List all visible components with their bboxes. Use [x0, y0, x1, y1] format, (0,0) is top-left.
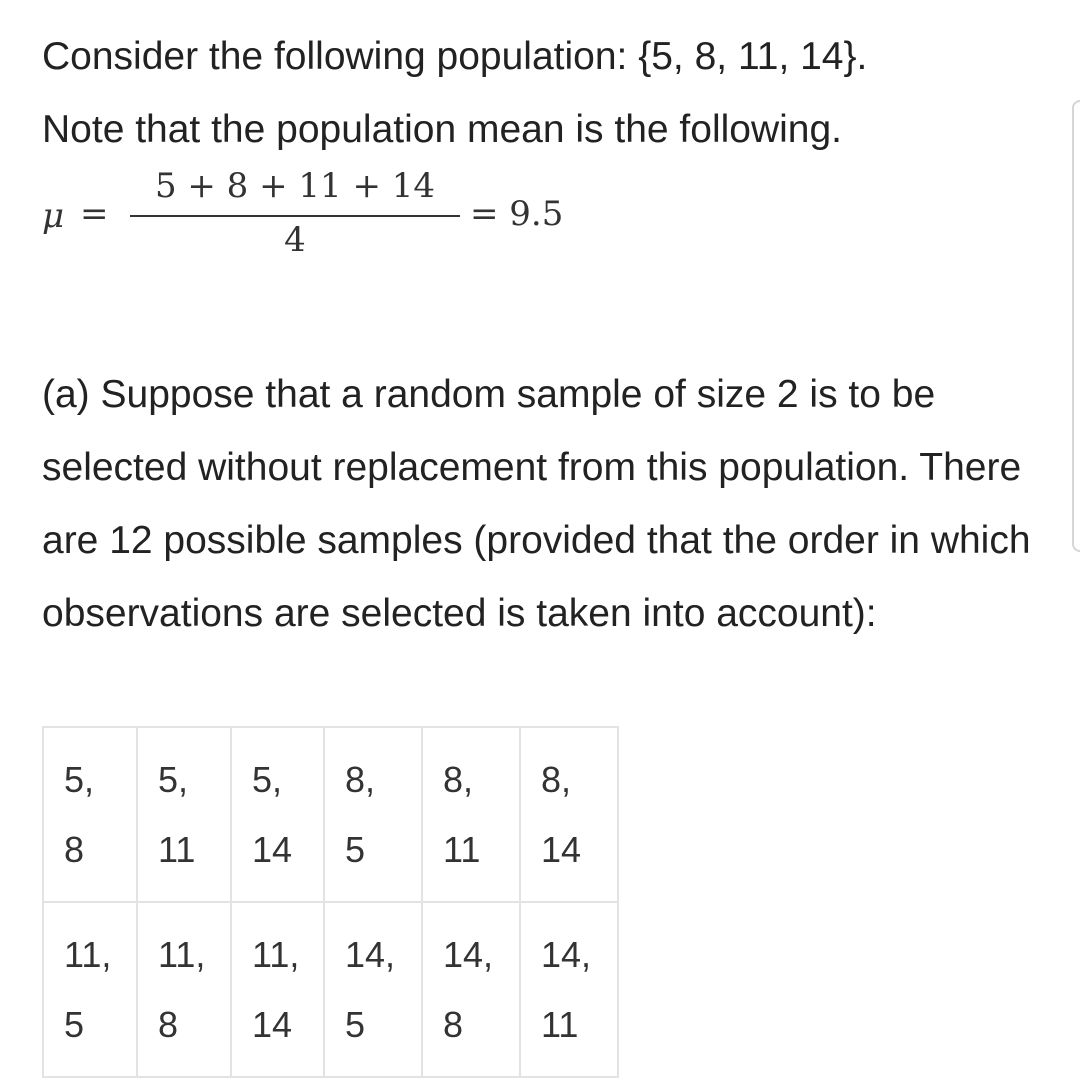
mu-symbol: μ [42, 196, 65, 236]
table-cell [43, 727, 137, 902]
equals-sign: = [80, 194, 109, 234]
formula-result: = 9.5 [470, 194, 564, 234]
cell-second-value: 11 [443, 828, 481, 870]
cell-second-value: 5 [64, 1003, 85, 1045]
mean-formula [42, 166, 642, 276]
cell-first-value: 5, [64, 758, 95, 800]
cell-first-value: 14, [541, 933, 592, 975]
cell-first-value: 8, [443, 758, 474, 800]
table-cell [137, 902, 231, 1077]
table-cell [422, 727, 520, 902]
cell-first-value: 5, [158, 758, 189, 800]
cell-second-value: 5 [345, 828, 366, 870]
table-cell [231, 727, 324, 902]
cell-second-value: 8 [443, 1003, 464, 1045]
fraction-denominator: 4 [284, 220, 306, 260]
intro-line-2: Note that the population mean is the following. [42, 108, 843, 151]
cell-second-value: 14 [252, 1003, 293, 1045]
cell-first-value: 8, [541, 758, 572, 800]
cell-first-value: 14, [345, 933, 396, 975]
table-cell [324, 902, 422, 1077]
table-cell [324, 727, 422, 902]
table-row [43, 902, 618, 1077]
cell-first-value: 8, [345, 758, 376, 800]
fraction-bar [130, 215, 460, 217]
cell-second-value: 8 [158, 1003, 179, 1045]
table-cell [43, 902, 137, 1077]
cell-second-value: 14 [541, 828, 582, 870]
cell-second-value: 11 [541, 1003, 579, 1045]
table-cell [137, 727, 231, 902]
side-scroll-handle[interactable] [1072, 100, 1080, 552]
table-cell [422, 902, 520, 1077]
cell-first-value: 14, [443, 933, 494, 975]
table-cell [520, 902, 618, 1077]
table-row [43, 727, 618, 902]
table-cell [231, 902, 324, 1077]
samples-table [42, 726, 619, 1078]
cell-first-value: 5, [252, 758, 283, 800]
fraction-numerator: 5 + 8 + 11 + 14 [154, 166, 436, 206]
cell-first-value: 11, [64, 933, 112, 975]
cell-first-value: 11, [158, 933, 206, 975]
cell-second-value: 14 [252, 828, 293, 870]
cell-second-value: 5 [345, 1003, 366, 1045]
intro-line-1: Consider the following population: {5, 8, 11, 14}. [42, 35, 868, 78]
cell-first-value: 11, [252, 933, 300, 975]
part-a-text: (a) Suppose that a random sample of size 2 is to be selected without replacement from this population. There are 12 possible samples (provided that the order in which observations are selected is taken into account): [42, 373, 1031, 635]
cell-second-value: 11 [158, 828, 196, 870]
table-cell [520, 727, 618, 902]
cell-second-value: 8 [64, 828, 85, 870]
